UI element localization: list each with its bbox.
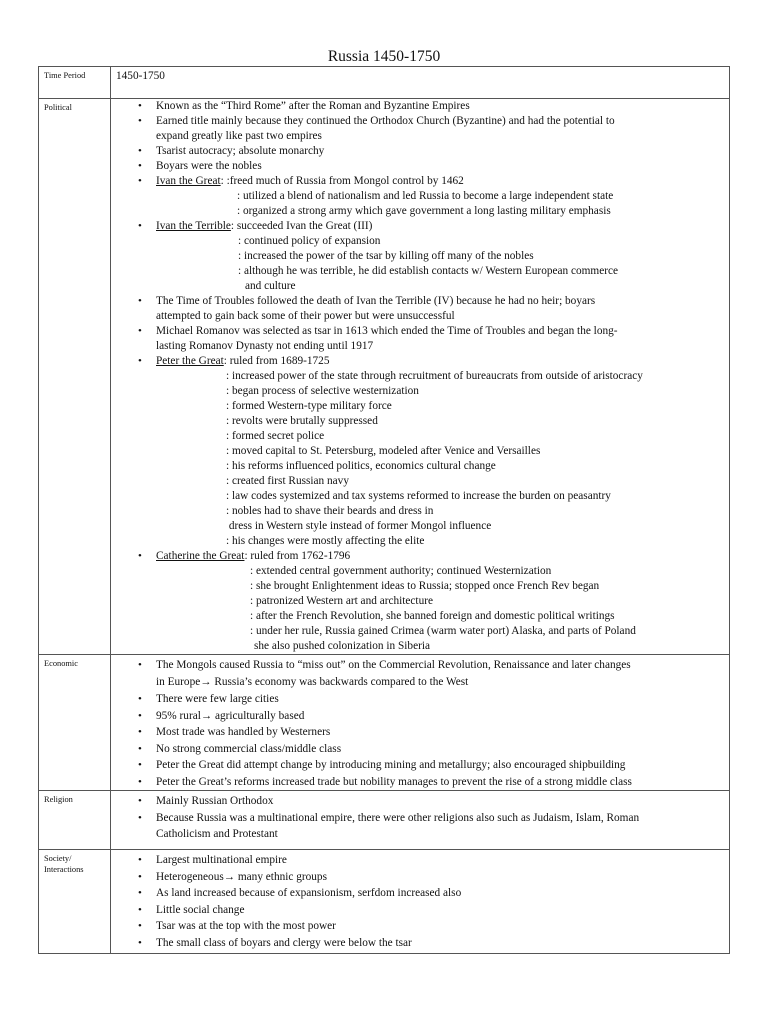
row-time-period [39,67,730,99]
catherine-sub [156,564,723,654]
sub-line: : formed Western-type military force [226,400,392,412]
row-religion [39,791,730,850]
economic-list [111,655,729,790]
content-time-period [111,67,730,99]
bullet-text-cont: expand greatly like past two empires [156,130,322,142]
ivan-terrible-line: : succeeded Ivan the Great (III) [230,220,373,232]
list-item [111,549,729,654]
bullet-text: Mainly Russian Orthodox [156,795,274,807]
sub-line: : extended central government authority; continued Westernization [250,565,552,577]
list-item [111,741,729,758]
bullet-text: Tsar was at the top with the most power [156,920,336,932]
sub-line: : increased the power of the tsar by killing off many of the nobles [238,250,534,262]
political-list [111,99,729,654]
sub-line: : created first Russian navy [226,475,349,487]
sub-line: : under her rule, Russia gained Crimea (warm water port) Alaska, and parts of Poland [250,625,636,637]
page-title: Russia 1450-1750 [327,48,441,65]
list-item [111,114,729,144]
catherine-heading: Catherine the Great [156,550,245,562]
label-time-period: Time Period [39,67,111,99]
bullet-text: Heterogeneous→ many ethnic groups [156,870,327,883]
bullet-text: Boyars were the nobles [156,160,262,172]
list-item [111,757,729,774]
bullet-text: Known as the “Third Rome” after the Roman and Byzantine Empires [156,100,470,112]
sub-line: : his changes were mostly affecting the elite [226,535,425,547]
catherine-line: : ruled from 1762-1796 [244,550,351,562]
bullet-text: Because Russia was a multinational empire, there were other religions also such as Judaism, Islam, Roman [156,811,640,824]
list-item [111,144,729,159]
bullet-text: Most trade was handled by Westerners [156,726,331,738]
list-item [111,354,729,549]
bullet-text: Peter the Great’s reforms increased trade but nobility manages to prevent the rise of a strong middle class [156,775,632,788]
list-item [111,324,729,354]
bullet-text: Michael Romanov was selected as tsar in 1613 which ended the Time of Troubles and began the long- [156,325,618,337]
list-item [111,159,729,174]
sub-line: : revolts were brutally suppressed [226,415,378,427]
bullet-text-cont: Catholicism and Protestant [156,828,278,840]
list-item [111,724,729,741]
sub-line: : increased power of the state through recruitment of bureaucrats from outside of aristocracy [226,370,643,382]
label-society-line1: Society/ [44,854,72,863]
content-society [111,850,730,954]
ivan-terrible-heading: Ivan the Terrible [156,220,231,232]
bullet-text: The Time of Troubles followed the death of Ivan the Terrible (IV) because he had no heir; boyars [156,295,596,307]
sub-line: : continued policy of expansion [238,235,381,247]
list-item [111,793,729,810]
bullet-text: Largest multinational empire [156,854,287,866]
content-political [111,99,730,655]
bullet-text: Little social change [156,903,245,916]
label-society [39,850,111,954]
bullet-text-cont: lasting Romanov Dynasty not ending until 1917 [156,340,374,352]
sub-line: : patronized Western art and architecture [250,595,433,607]
sub-line: : although he was terrible, he did establish contacts w/ Western European commerce [238,265,619,277]
bullet-text: There were few large cities [156,693,279,705]
sub-line: : moved capital to St. Petersburg, modeled after Venice and Versailles [226,445,541,457]
sub-line: dress in Western style instead of former Mongol influence [226,520,492,532]
sub-line: and culture [245,280,296,292]
list-item [111,657,729,691]
society-list [111,850,729,953]
list-item [111,810,729,843]
list-item [111,774,729,791]
bullet-text: Earned title mainly because they continued the Orthodox Church (Byzantine) and had the potential to [156,115,615,127]
label-society-line2: Interactions [44,865,84,874]
label-political: Political [39,99,111,655]
bullet-text-cont: in Europe→ Russia’s economy was backwards compared to the West [156,676,469,688]
sub-line: : law codes systemized and tax systems reformed to increase the burden on peasantry [226,490,611,502]
bullet-text: The small class of boyars and clergy were below the tsar [156,936,412,949]
ivan-terrible-sub [156,234,723,294]
bullet-text: The Mongols caused Russia to “miss out” on the Commercial Revolution, Renaissance and later changes [156,659,631,671]
bullet-text: As land increased because of expansionism, serfdom increased also [156,887,462,899]
list-item [111,219,729,294]
sub-line: : organized a strong army which gave government a long lasting military emphasis [237,205,611,217]
list-item [111,691,729,708]
list-item [111,918,729,935]
sub-line: : after the French Revolution, she banned foreign and domestic political writings [250,610,615,622]
list-item [111,174,729,219]
religion-list [111,791,729,843]
list-item [111,294,729,324]
ivan-great-line: : :freed much of Russia from Mongol control by 1462 [220,175,464,187]
sub-line: : his reforms influenced politics, economics cultural change [226,460,496,472]
peter-heading: Peter the Great [156,355,224,367]
sub-line: : began process of selective westernization [226,385,419,397]
list-item [111,708,729,725]
sub-line: : formed secret police [226,430,325,442]
ivan-great-sub [156,189,723,219]
list-item [111,885,729,902]
list-item [111,902,729,919]
list-item [111,935,729,952]
notes-table [38,66,730,954]
row-political [39,99,730,655]
row-economic [39,655,730,791]
bullet-text: Peter the Great did attempt change by introducing mining and metallurgy; also encouraged shipbuilding [156,759,626,771]
label-religion: Religion [39,791,111,850]
bullet-text: 95% rural→ agriculturally based [156,709,305,722]
list-item [111,99,729,114]
list-item [111,869,729,886]
peter-sub [156,369,723,549]
peter-line: : ruled from 1689-1725 [223,355,330,367]
bullet-text: No strong commercial class/middle class [156,742,342,755]
row-society [39,850,730,954]
bullet-text-cont: attempted to gain back some of their power but were unsuccessful [156,310,455,322]
sub-line: she also pushed colonization in Siberia [254,640,431,652]
time-period-value: 1450-1750 [116,70,165,82]
bullet-text: Tsarist autocracy; absolute monarchy [156,145,325,157]
ivan-great-heading: Ivan the Great [156,175,221,187]
label-economic: Economic [39,655,111,791]
list-item [111,852,729,869]
sub-line: : nobles had to shave their beards and dress in [226,505,434,517]
sub-line: : she brought Enlightenment ideas to Russia; stopped once French Rev began [250,580,600,592]
content-religion [111,791,730,850]
sub-line: : utilized a blend of nationalism and led Russia to become a large independent state [237,190,614,202]
content-economic [111,655,730,791]
